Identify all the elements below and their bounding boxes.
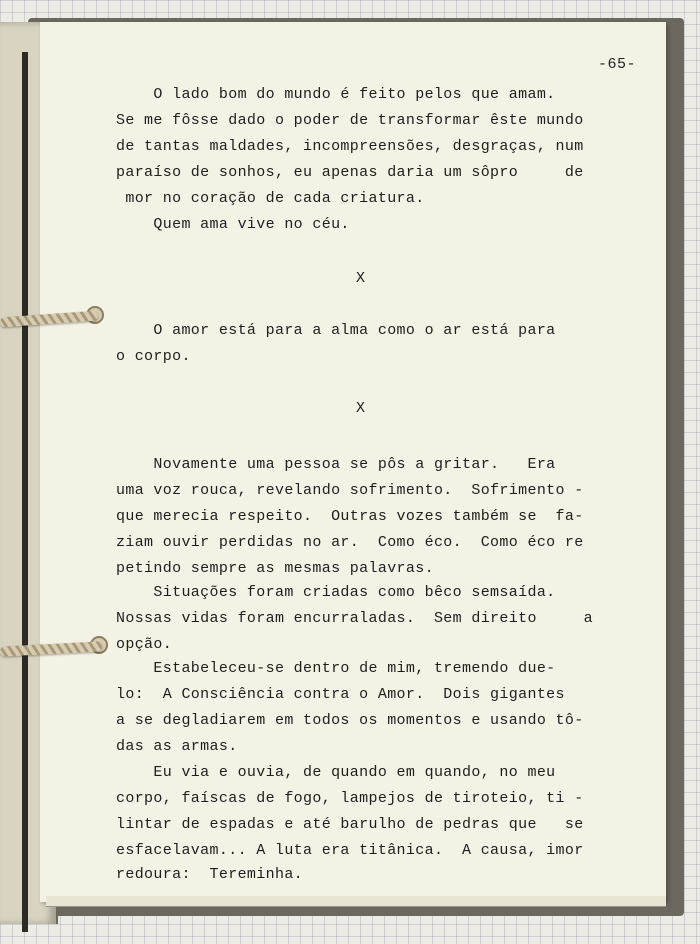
section-separator: X xyxy=(356,270,366,287)
binding-spine xyxy=(22,52,28,932)
page-number: -65- xyxy=(598,56,637,73)
text-line: de tantas maldades, incompreensões, desgraças, num xyxy=(116,138,584,155)
text-line: que merecia respeito. Outras vozes também se fa- xyxy=(116,508,584,525)
text-line: Situações foram criadas como bêco semsaída. xyxy=(116,584,556,601)
text-line: o corpo. xyxy=(116,348,191,365)
text-line: lintar de espadas e até barulho de pedras que se xyxy=(116,816,584,833)
page-stack-edge xyxy=(46,896,666,907)
text-line: lo: A Consciência contra o Amor. Dois gigantes xyxy=(116,686,565,703)
text-line: Nossas vidas foram encurraladas. Sem direito a xyxy=(116,610,593,627)
text-line: corpo, faíscas de fogo, lampejos de tiroteio, ti - xyxy=(116,790,584,807)
text-line: Novamente uma pessoa se pôs a gritar. Era xyxy=(116,456,556,473)
text-line: mor no coração de cada criatura. xyxy=(116,190,425,207)
text-line: O lado bom do mundo é feito pelos que amam. xyxy=(116,86,556,103)
text-line: O amor está para a alma como o ar está para xyxy=(116,322,556,339)
text-line: das as armas. xyxy=(116,738,238,755)
text-line: ziam ouvir perdidas no ar. Como éco. Como éco re xyxy=(116,534,584,551)
text-line: paraíso de sonhos, eu apenas daria um sôpro de xyxy=(116,164,584,181)
text-line: Quem ama vive no céu. xyxy=(116,216,350,233)
text-line: redoura: Tereminha. xyxy=(116,866,304,883)
text-line: a se degladiarem em todos os momentos e usando tô- xyxy=(116,712,584,729)
text-line: opção. xyxy=(116,636,173,653)
text-line: esfacelavam... A luta era titânica. A causa, imor xyxy=(116,842,584,859)
text-line: uma voz rouca, revelando sofrimento. Sofrimento - xyxy=(116,482,584,499)
text-line: Eu via e ouvia, de quando em quando, no meu xyxy=(116,764,556,781)
text-line: petindo sempre as mesmas palavras. xyxy=(116,560,434,577)
text-line: Se me fôsse dado o poder de transformar êste mundo xyxy=(116,112,584,129)
section-separator: X xyxy=(356,400,366,417)
text-line: Estabeleceu-se dentro de mim, tremendo due- xyxy=(116,660,556,677)
